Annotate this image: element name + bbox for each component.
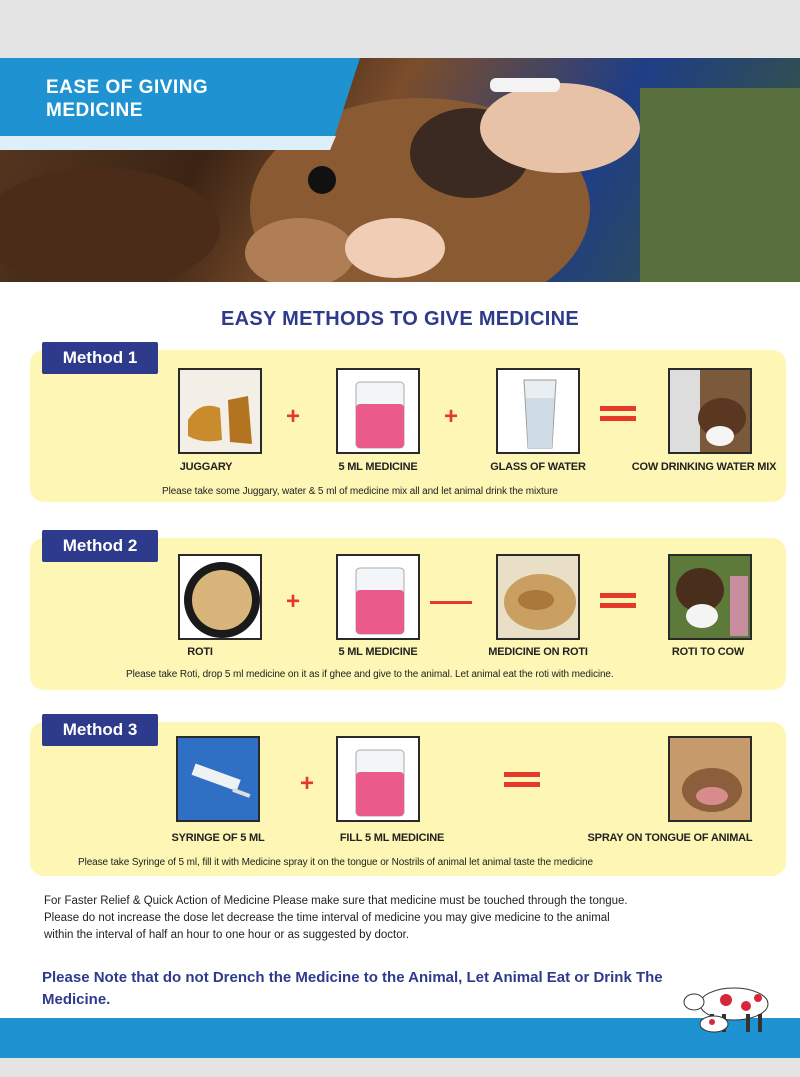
medicine-beaker-image [336, 736, 420, 822]
cow-logo-icon [676, 978, 780, 1038]
caption: SPRAY ON TONGUE OF ANIMAL [587, 832, 753, 844]
plus-operator: + [286, 588, 301, 615]
roti-to-cow-image [668, 554, 752, 640]
method-note: Please take some Juggary, water & 5 ml of medicine mix all and let animal drink the mixture [162, 486, 558, 497]
caption: 5 ML MEDICINE [338, 646, 418, 658]
medicine-beaker-image [336, 368, 420, 454]
medicine-on-roti-image [496, 554, 580, 640]
method-3-label: Method 3 [42, 714, 158, 746]
hero-photo [0, 58, 800, 282]
caption: COW DRINKING WATER MIX [631, 461, 777, 473]
cow-tongue-image [668, 736, 752, 822]
top-margin [0, 0, 800, 58]
method-note: Please take Syringe of 5 ml, fill it with Medicine spray it on the tongue or Nostrils of animal let animal taste the medicine [78, 857, 593, 868]
plus-operator: + [300, 770, 315, 797]
roti-image [178, 554, 262, 640]
method-2-label: Method 2 [42, 530, 158, 562]
method-note: Please take Roti, drop 5 ml medicine on it as if ghee and give to the animal. Let animal eat the roti with medicine. [126, 669, 614, 680]
caption: 5 ML MEDICINE [338, 461, 418, 473]
caption: MEDICINE ON ROTI [488, 646, 588, 658]
cow-drinking-image [668, 368, 752, 454]
equals-operator [600, 406, 636, 426]
method-1-panel [30, 350, 786, 502]
caption: GLASS OF WATER [490, 461, 586, 473]
water-glass-image [496, 368, 580, 454]
method-3-panel [30, 722, 786, 876]
caption: FILL 5 ML MEDICINE [339, 832, 445, 844]
plus-operator: + [444, 403, 459, 430]
caption: SYRINGE OF 5 ML [171, 832, 265, 844]
footer-line: For Faster Relief & Quick Action of Medicine Please make sure that medicine must be touched through the tongue. [44, 895, 628, 907]
plus-operator: + [286, 403, 301, 430]
juggary-image [178, 368, 262, 454]
footer-line: Please do not increase the dose let decrease the time interval of medicine you may give medicine to the animal [44, 912, 610, 924]
drench-warning-note: Please Note that do not Drench the Medicine to the Animal, Let Animal Eat or Drink The Medicine. [42, 969, 663, 1008]
method-1-label: Method 1 [42, 342, 158, 374]
arrow-operator [430, 601, 472, 604]
page-title: EASE OF GIVING MEDICINE [46, 77, 209, 121]
footer-paragraph [44, 893, 774, 944]
section-title: EASY METHODS TO GIVE MEDICINE [220, 308, 580, 330]
syringe-image [176, 736, 260, 822]
bottom-margin [0, 1058, 800, 1077]
equals-operator [504, 772, 540, 792]
footer-line: within the interval of half an hour to one hour or as suggested by doctor. [44, 929, 410, 941]
caption: ROTI TO COW [671, 646, 745, 658]
caption: ROTI [187, 646, 213, 658]
equals-operator [600, 593, 636, 613]
method-2-panel [30, 538, 786, 690]
caption: JUGGARY [179, 461, 233, 473]
medicine-beaker-image [336, 554, 420, 640]
